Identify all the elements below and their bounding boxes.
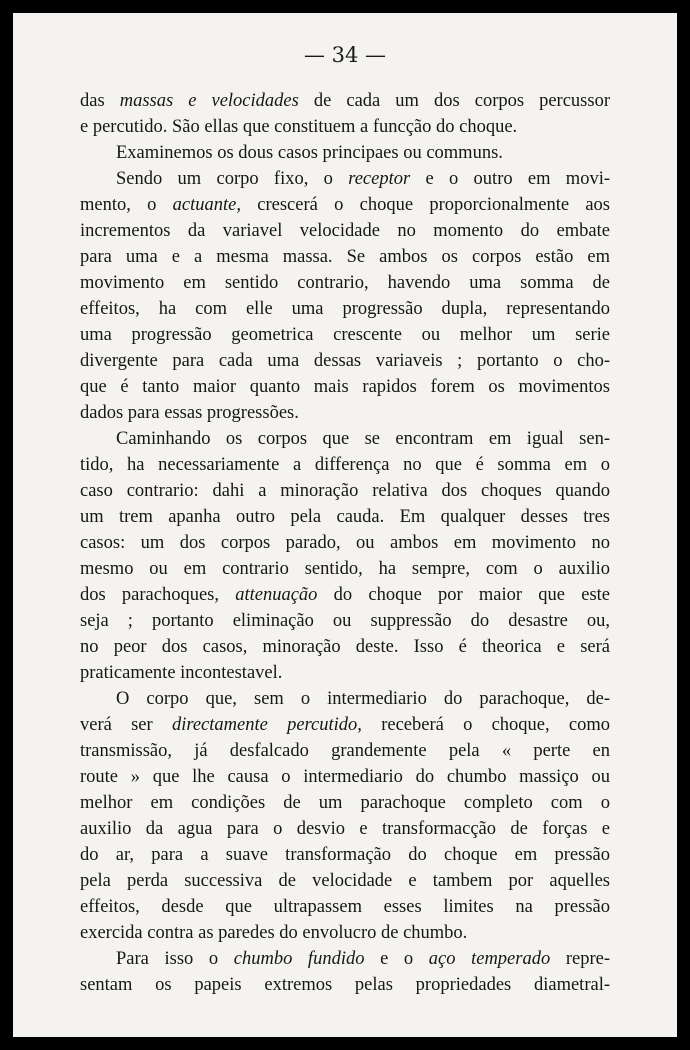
italic-text: receptor	[348, 169, 411, 189]
text-line	[80, 114, 610, 140]
text-line	[80, 738, 610, 764]
italic-text: actuante,	[172, 195, 241, 215]
text-line	[80, 400, 610, 426]
text-segment: Examinemos os dous casos principaes ou communs.	[116, 143, 503, 163]
text-segment: do choque por maior que este	[317, 585, 610, 605]
text-line	[80, 426, 610, 452]
text-line	[80, 348, 610, 374]
italic-text: directamente percutido,	[171, 715, 362, 735]
text-line	[80, 790, 610, 816]
text-segment: e percutido. São ellas que constituem a funcção do choque.	[80, 117, 518, 137]
text-line	[80, 530, 610, 556]
text-segment: praticamente incontestavel.	[80, 663, 283, 683]
book-page	[13, 13, 677, 1037]
text-line	[80, 660, 610, 686]
text-line	[80, 322, 610, 348]
page-number: — 34 —	[303, 43, 387, 67]
text-line	[80, 972, 610, 998]
body-text	[80, 88, 610, 998]
text-segment: sentam os papeis extremos pelas propriedades diametral-	[80, 975, 610, 995]
text-line	[80, 920, 610, 946]
text-line	[80, 452, 610, 478]
text-segment: mento, o	[80, 195, 173, 215]
text-segment: O corpo que, sem o intermediario do parachoque, de-	[116, 689, 610, 709]
text-segment: e o outro em movi-	[410, 169, 610, 189]
text-line	[80, 244, 610, 270]
text-line	[80, 582, 610, 608]
text-line	[80, 634, 610, 660]
text-line	[80, 764, 610, 790]
text-segment: exercida contra as paredes do envolucro de chumbo.	[80, 923, 468, 943]
text-segment: dos parachoques,	[80, 585, 236, 605]
italic-text: aço temperado	[428, 949, 551, 969]
text-line	[80, 946, 610, 972]
text-line	[80, 712, 610, 738]
text-line	[80, 140, 610, 166]
text-line	[80, 296, 610, 322]
text-line	[80, 478, 610, 504]
text-line	[80, 894, 610, 920]
text-segment: Para isso o	[116, 949, 234, 969]
text-segment: divergente para cada uma dessas variaveis ; portanto o cho-	[80, 351, 610, 371]
text-segment: Sendo um corpo fixo, o	[116, 169, 349, 189]
text-line	[80, 88, 610, 114]
text-line	[80, 192, 610, 218]
text-segment: do ar, para a suave transformação do choque em pressão	[80, 845, 610, 865]
text-line	[80, 218, 610, 244]
text-segment: mesmo ou em contrario sentido, ha sempre, com o auxilio	[80, 559, 610, 579]
text-segment: repre-	[550, 949, 610, 969]
text-segment: movimento em sentido contrario, havendo uma somma de	[80, 273, 610, 293]
text-segment: que é tanto maior quanto mais rapidos forem os movimentos	[80, 377, 610, 397]
text-segment: auxilio da agua para o desvio e transformacção de forças e	[80, 819, 610, 839]
text-segment: route » que lhe causa o intermediario do chumbo massiço ou	[80, 767, 610, 787]
text-segment: das	[80, 91, 120, 111]
italic-text: massas e velocidades	[119, 91, 299, 111]
text-segment: um trem apanha outro pela cauda. Em qualquer desses tres	[80, 507, 610, 527]
text-segment: pela perda successiva de velocidade e tambem por aquelles	[80, 871, 610, 891]
text-segment: effeitos, desde que ultrapassem esses limites na pressão	[80, 897, 610, 917]
text-line	[80, 608, 610, 634]
text-segment: para uma e a mesma massa. Se ambos os corpos estão em	[80, 247, 610, 267]
italic-text: attenuação	[235, 585, 318, 605]
text-line	[80, 374, 610, 400]
text-segment: tido, ha necessariamente a differença no que é somma em o	[80, 455, 610, 475]
text-line	[80, 556, 610, 582]
text-segment: effeitos, ha com elle uma progressão dupla, representando	[80, 299, 610, 319]
text-segment: verá ser	[80, 715, 172, 735]
text-segment: de cada um dos corpos percussor	[298, 91, 610, 111]
text-segment: Caminhando os corpos que se encontram em igual sen-	[116, 429, 610, 449]
text-segment: e o	[364, 949, 429, 969]
text-segment: no peor dos casos, minoração deste. Isso é theorica e será	[80, 637, 610, 657]
text-segment: caso contrario: dahi a minoração relativa dos choques quando	[80, 481, 610, 501]
text-segment: melhor em condições de um parachoque completo com o	[80, 793, 610, 813]
text-line	[80, 166, 610, 192]
text-segment: transmissão, já desfalcado grandemente pela « perte en	[80, 741, 610, 761]
text-line	[80, 842, 610, 868]
text-line	[80, 270, 610, 296]
text-segment: incrementos da variavel velocidade no momento do embate	[80, 221, 610, 241]
text-segment: dados para essas progressões.	[80, 403, 299, 423]
text-line	[80, 816, 610, 842]
text-segment: uma progressão geometrica crescente ou melhor um serie	[80, 325, 610, 345]
text-line	[80, 868, 610, 894]
text-segment: seja ; portanto eliminação ou suppressão do desastre ou,	[80, 611, 610, 631]
text-segment: crescerá o choque proporcionalmente aos	[241, 195, 610, 215]
text-line	[80, 686, 610, 712]
text-segment: casos: um dos corpos parado, ou ambos em movimento no	[80, 533, 610, 553]
italic-text: chumbo fundido	[233, 949, 365, 969]
text-segment: receberá o choque, como	[361, 715, 611, 735]
text-line	[80, 504, 610, 530]
